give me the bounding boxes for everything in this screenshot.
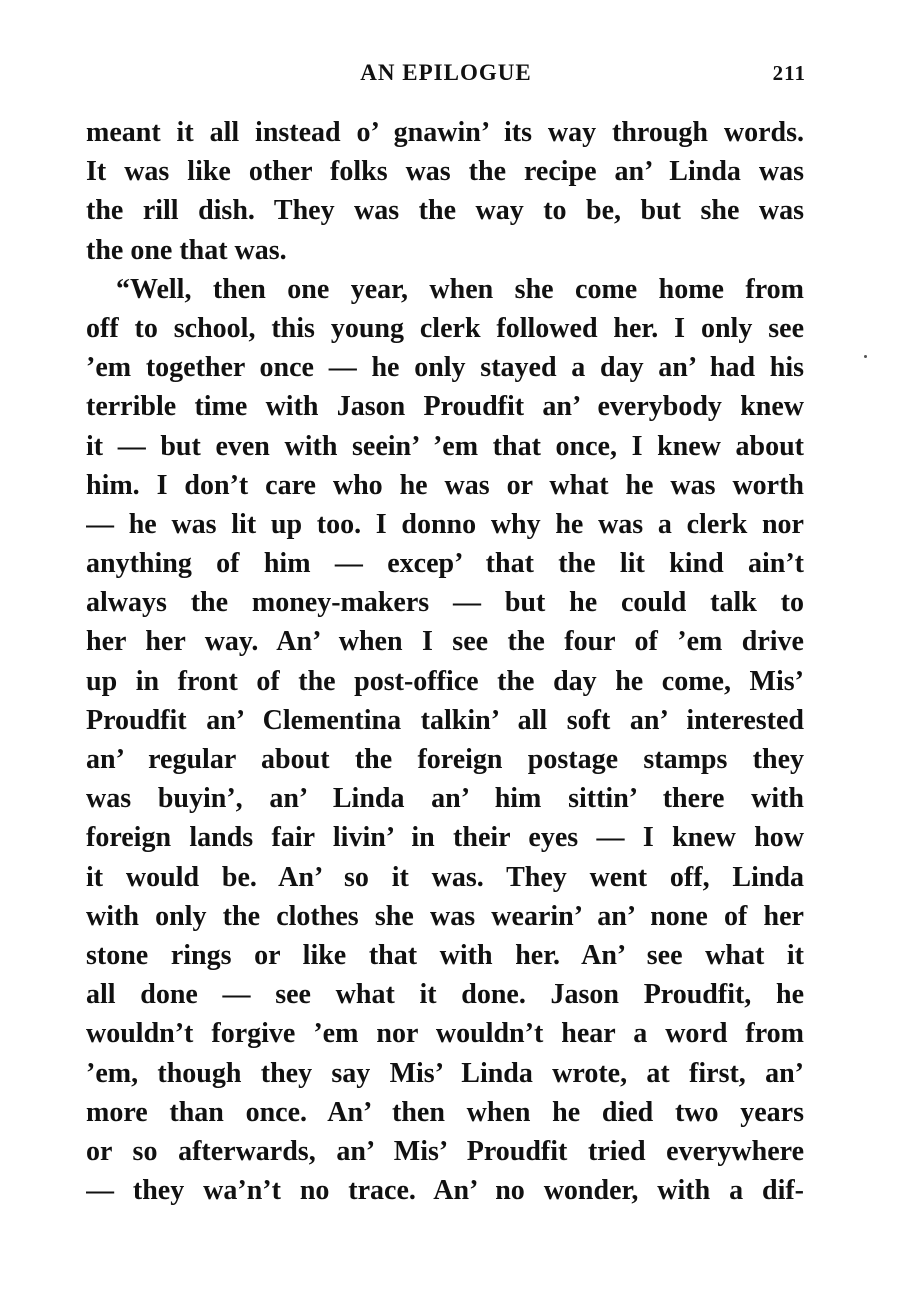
text-line: her her way. An’ when I see the four of ’em drive [86, 626, 804, 658]
text-line: anything of him — excep’ that the lit kind ain’t [86, 548, 804, 580]
text-line: It was like other folks was the recipe an’ Linda was [86, 156, 804, 188]
text-line: ’em together once — he only stayed a day an’ had his [86, 352, 804, 384]
text-line: him. I don’t care who he was or what he was worth [86, 469, 804, 501]
text-line: Proudfit an’ Clementina talkin’ all soft an’ interested [86, 704, 804, 736]
body-text [86, 113, 804, 1210]
stray-ink-mark [864, 355, 867, 358]
page-number: 211 [772, 61, 806, 85]
text-line: stone rings or like that with her. An’ see what it [86, 939, 804, 971]
text-line: ’em, though they say Mis’ Linda wrote, at first, an’ [86, 1057, 804, 1089]
text-line: it would be. An’ so it was. They went off, Linda [86, 861, 804, 893]
text-line: the rill dish. They was the way to be, but she was [86, 195, 804, 227]
text-line: up in front of the post-office the day he come, Mis’ [86, 665, 804, 697]
text-line: foreign lands fair livin’ in their eyes — I knew how [86, 822, 804, 854]
text-line: or so afterwards, an’ Mis’ Proudfit tried everywhere [86, 1135, 804, 1167]
text-line: terrible time with Jason Proudfit an’ everybody knew [86, 391, 804, 423]
text-line: all done — see what it done. Jason Proudfit, he [86, 979, 804, 1011]
text-line: wouldn’t forgive ’em nor wouldn’t hear a word from [86, 1018, 804, 1050]
text-line: an’ regular about the foreign postage stamps they [86, 744, 804, 775]
text-line: — he was lit up too. I donno why he was a clerk nor [86, 508, 804, 540]
text-line: the one that was. [86, 234, 287, 266]
text-line: off to school, this young clerk followed her. I only see [86, 312, 804, 344]
text-line: more than once. An’ then when he died two years [86, 1096, 804, 1128]
text-line: — they wa’n’t no trace. An’ no wonder, with a dif- [86, 1175, 804, 1207]
text-line: was buyin’, an’ Linda an’ him sittin’ there with [86, 783, 804, 815]
text-line: with only the clothes she was wearin’ an’ none of her [86, 900, 804, 932]
running-head [86, 56, 806, 90]
text-line: meant it all instead o’ gnawin’ its way through words. [86, 117, 804, 148]
text-line: “Well, then one year, when she come home from [116, 273, 804, 305]
text-line: it — but even with seein’ ’em that once, I knew about [86, 430, 804, 462]
running-title: AN EPILOGUE [360, 60, 532, 85]
text-line: always the money-makers — but he could talk to [86, 587, 804, 619]
